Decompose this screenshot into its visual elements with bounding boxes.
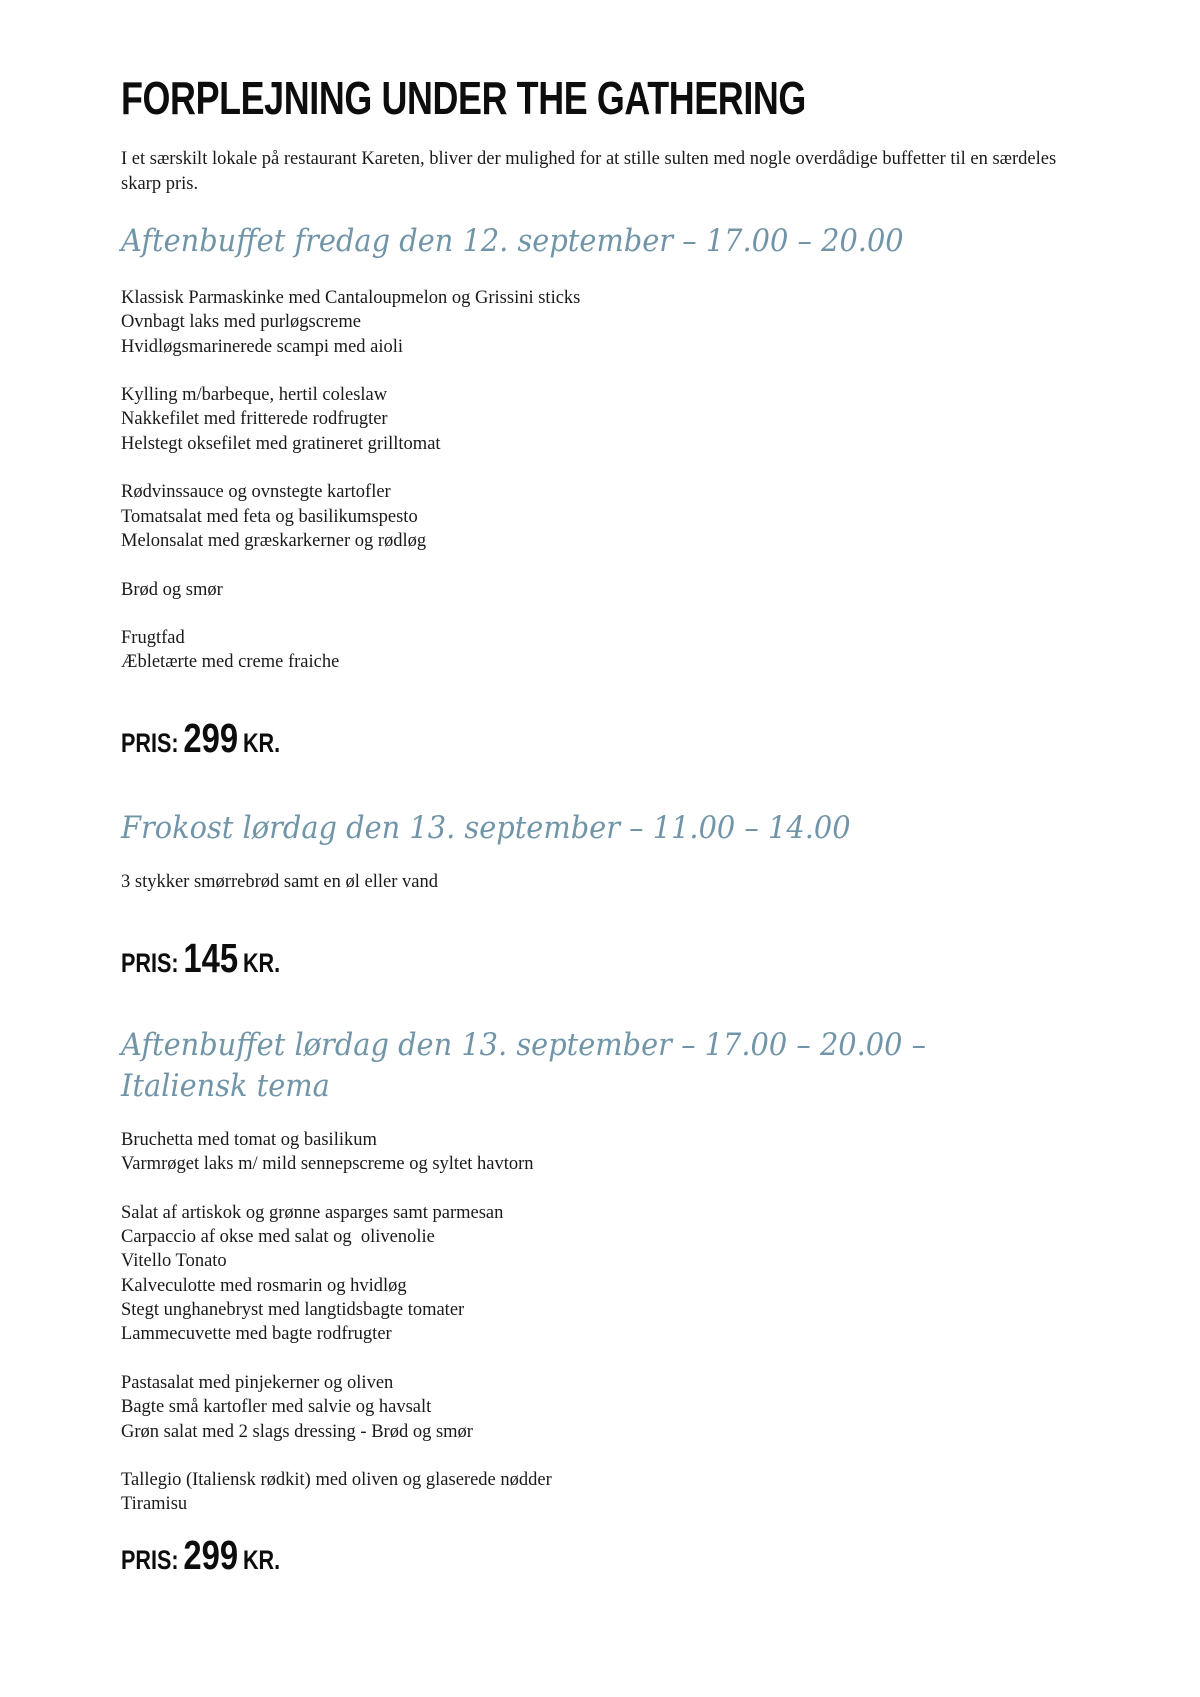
menu-item: Melonsalat med græskarkerner og rødløg <box>121 530 427 551</box>
section-heading-line: Italiensk tema <box>121 1068 330 1104</box>
price-amount: 145 <box>183 935 239 981</box>
price-currency: KR. <box>242 1545 281 1575</box>
menu-item: Vitello Tonato <box>121 1251 227 1272</box>
menu-saturday-dinner <box>121 1128 552 1517</box>
menu-item: Æbletærte med creme fraiche <box>121 652 340 673</box>
menu-item: Lammecuvette med bagte rodfrugter <box>121 1324 392 1345</box>
menu-item: Rødvinssauce og ovnstegte kartofler <box>121 482 391 503</box>
menu-spacer <box>121 602 580 626</box>
menu-item: Varmrøget laks m/ mild sennepscreme og syltet havtorn <box>121 1154 534 1175</box>
menu-spacer <box>121 1347 552 1371</box>
menu-item: Stegt unghanebryst med langtidsbagte tomater <box>121 1300 465 1321</box>
menu-item: Hvidløgsmarinerede scampi med aioli <box>121 336 404 357</box>
menu-item: Ovnbagt laks med purløgscreme <box>121 312 361 333</box>
menu-friday-dinner <box>121 286 580 675</box>
price-friday-dinner <box>121 715 281 761</box>
menu-item: Klassisk Parmaskinke med Cantaloupmelon og Grissini sticks <box>121 288 581 308</box>
menu-spacer <box>121 456 580 480</box>
price-currency: KR. <box>242 728 281 758</box>
menu-item: Pastasalat med pinjekerner og oliven <box>121 1372 394 1393</box>
price-label: PRIS: <box>121 728 179 758</box>
menu-item: Salat af artiskok og grønne asparges samt parmesan <box>121 1202 504 1223</box>
menu-spacer <box>121 1444 552 1468</box>
intro-paragraph: I et særskilt lokale på restaurant Kareten, bliver der mulighed for at stille sulten med nogle overdådige buffetter til en særdeles skarp pris. <box>121 149 1057 194</box>
menu-item: Tiramisu <box>121 1494 188 1515</box>
menu-item: Brød og smør <box>121 579 223 600</box>
menu-item: Frugtfad <box>121 628 185 649</box>
menu-item: Nakkefilet med fritterede rodfrugter <box>121 409 388 430</box>
section-heading-friday-dinner: Aftenbuffet fredag den 12. september – 17.00 – 20.00 <box>121 223 904 259</box>
menu-spacer <box>121 1177 552 1201</box>
menu-item: Bruchetta med tomat og basilikum <box>121 1130 377 1150</box>
menu-item: Helstegt oksefilet med gratineret grilltomat <box>121 433 441 454</box>
menu-item: Carpaccio af okse med salat og olivenolie <box>121 1227 435 1248</box>
price-currency: KR. <box>242 948 281 978</box>
price-saturday-lunch <box>121 935 281 981</box>
section-heading-line: Aftenbuffet lørdag den 13. september – 17.00 – 20.00 – <box>121 1027 927 1063</box>
price-amount: 299 <box>183 715 239 761</box>
menu-saturday-lunch <box>121 870 438 894</box>
menu-item: Grøn salat med 2 slags dressing - Brød og smør <box>121 1421 473 1442</box>
menu-item: Kalveculotte med rosmarin og hvidløg <box>121 1275 407 1296</box>
price-amount: 299 <box>183 1532 239 1578</box>
page-title: FORPLEJNING UNDER THE GATHERING <box>121 72 806 124</box>
price-label: PRIS: <box>121 948 179 978</box>
menu-item: Tomatsalat med feta og basilikumspesto <box>121 506 418 527</box>
menu-item: 3 stykker smørrebrød samt en øl eller vand <box>121 872 438 892</box>
section-heading-saturday-lunch: Frokost lørdag den 13. september – 11.00 – 14.00 <box>121 810 851 846</box>
price-label: PRIS: <box>121 1545 179 1575</box>
menu-spacer <box>121 359 580 383</box>
menu-item: Kylling m/barbeque, hertil coleslaw <box>121 385 388 406</box>
menu-item: Tallegio (Italiensk rødkit) med oliven og glaserede nødder <box>121 1470 552 1491</box>
menu-spacer <box>121 553 580 577</box>
menu-item: Bagte små kartofler med salvie og havsalt <box>121 1397 432 1418</box>
price-saturday-dinner <box>121 1532 281 1578</box>
section-heading-saturday-dinner <box>121 1025 926 1107</box>
